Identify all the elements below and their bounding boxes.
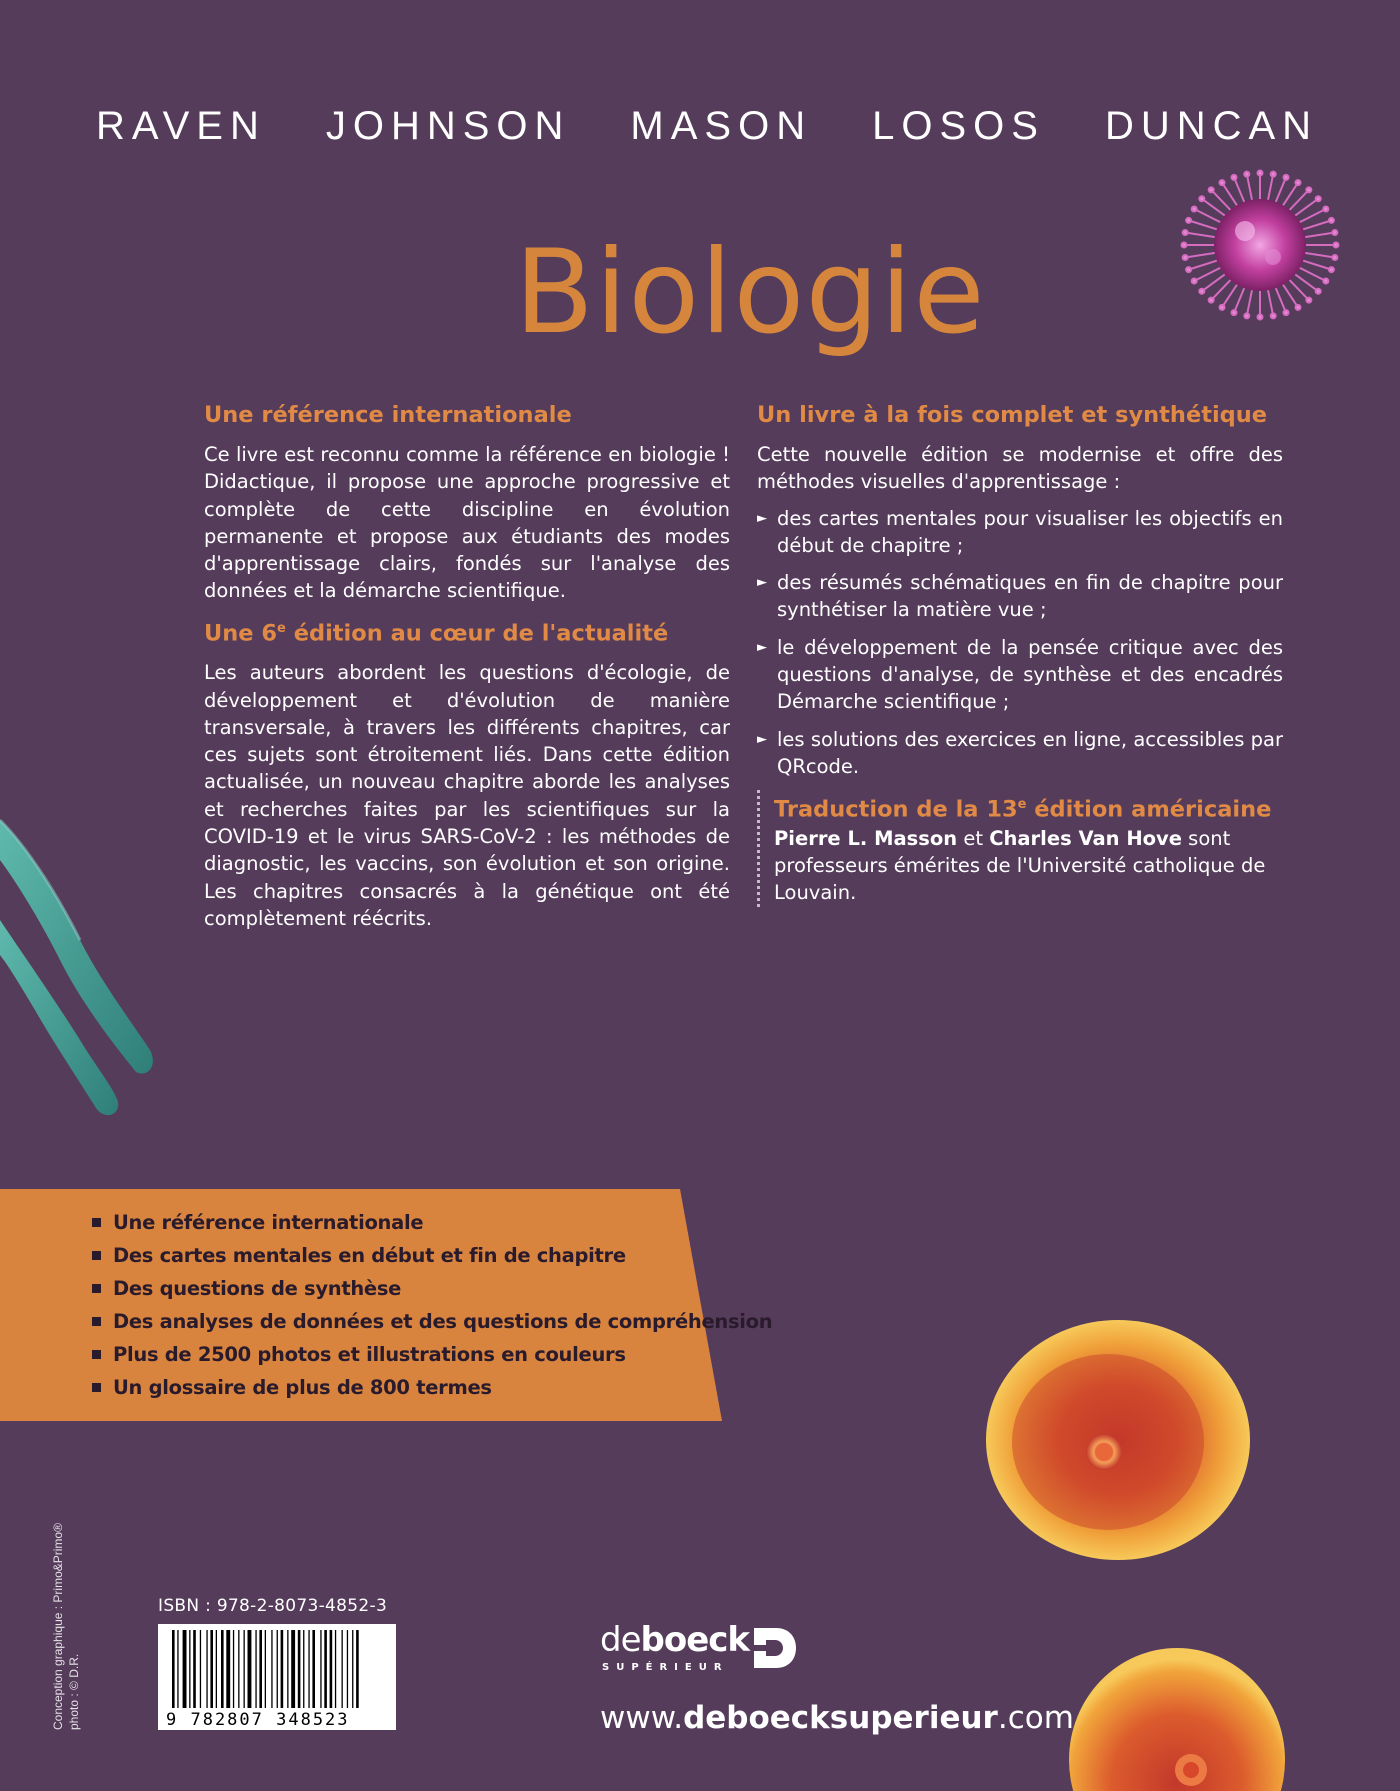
heading-superscript: e xyxy=(277,620,286,636)
section-heading: Un livre à la fois complet et synthétique xyxy=(757,402,1268,428)
feature-text: Des analyses de données et des questions de compréhension xyxy=(113,1310,773,1333)
list-item xyxy=(757,569,1283,624)
heading-part: édition au cœur de l'actualité xyxy=(285,620,669,647)
section-heading xyxy=(204,614,730,649)
feature-item xyxy=(92,1338,772,1371)
translators-text xyxy=(774,825,1283,907)
author-name: JOHNSON xyxy=(325,103,571,148)
list-item-text: les solutions des exercices en ligne, accessibles par QRcode. xyxy=(777,727,1283,778)
authors-row xyxy=(66,98,1334,154)
translator-name: Charles Van Hove xyxy=(989,826,1182,850)
cell-illustration xyxy=(1065,1640,1285,1791)
feature-item xyxy=(92,1305,772,1338)
feature-item xyxy=(92,1239,772,1272)
barcode-digits: 9 782807 348523 xyxy=(166,1710,350,1730)
square-bullet-icon xyxy=(92,1317,101,1326)
left-column xyxy=(204,400,730,941)
list-item xyxy=(757,634,1283,716)
publisher-logo xyxy=(600,1620,820,1678)
list-item-text: des cartes mentales pour visualiser les objectifs en début de chapitre ; xyxy=(777,506,1283,557)
isbn-label: ISBN : 978-2-8073-4852-3 xyxy=(158,1596,388,1616)
section-text: Les auteurs abordent les questions d'écologie, de développement et d'évolution de manière transversale, à travers les différents chapitres, car ces sujets sont étroitement liés. Dans cette édition actualisée, un nouveau chapitre aborde les analyses et recherches faites par les scientifiques sur la COVID-19 et le virus SARS-CoV-2 : les méthodes de diagnostic, les vaccins, son évolution et son origine. Les chapitres consacrés à la génétique ont été complètement réécrits. xyxy=(204,661,730,930)
logo-text: de xyxy=(600,1620,641,1660)
section-intro: Cette nouvelle édition se modernise et offre des méthodes visuelles d'apprentissage : xyxy=(757,443,1283,494)
triangle-bullet-icon: ► xyxy=(757,731,767,747)
credit-line: Conception graphique : Primo&Primo® xyxy=(51,1523,65,1730)
square-bullet-icon xyxy=(92,1350,101,1359)
logo-wordmark xyxy=(600,1620,749,1660)
feature-text: Un glossaire de plus de 800 termes xyxy=(113,1376,492,1399)
list-item xyxy=(757,726,1283,781)
cell-illustration xyxy=(980,1310,1260,1570)
square-bullet-icon xyxy=(92,1284,101,1293)
triangle-bullet-icon: ► xyxy=(757,639,767,655)
heading-part: Traduction de la 13 xyxy=(774,796,1018,823)
author-name: MASON xyxy=(630,103,813,148)
barcode xyxy=(158,1624,396,1730)
translation-heading xyxy=(774,790,1283,825)
triangle-bullet-icon: ► xyxy=(757,575,767,591)
author-name: LOSOS xyxy=(872,103,1045,148)
logo-text: boeck xyxy=(640,1620,750,1660)
publisher-website[interactable] xyxy=(600,1700,1074,1736)
credit-line: photo : © D.R. xyxy=(67,1653,81,1730)
list-item-text: des résumés schématiques en fin de chapitre pour synthétiser la matière vue ; xyxy=(777,571,1283,622)
translation-box xyxy=(757,790,1283,906)
section-text: Ce livre est reconnu comme la référence en biologie ! Didactique, il propose une approche progressive et complète de cette discipline en évolution permanente et propose aux étudiants des modes d'apprentissage clairs, fondés sur l'analyse des données et la démarche scientifique. xyxy=(204,443,730,603)
chromosome-illustration xyxy=(0,810,170,1120)
translators-description: sont professeurs émérites de l'Université catholique de Louvain. xyxy=(774,826,1266,905)
url-part: www. xyxy=(600,1700,684,1736)
feature-text: Des questions de synthèse xyxy=(113,1277,402,1300)
list-item xyxy=(757,505,1283,560)
design-credits xyxy=(50,1310,82,1730)
square-bullet-icon xyxy=(92,1383,101,1392)
feature-text: Des cartes mentales en début et fin de chapitre xyxy=(113,1244,626,1267)
heading-part: édition américaine xyxy=(1026,796,1272,823)
right-column xyxy=(757,400,1283,907)
feature-item xyxy=(92,1206,772,1239)
feature-text: Une référence internationale xyxy=(113,1211,424,1234)
feature-item xyxy=(92,1371,772,1404)
feature-item xyxy=(92,1272,772,1305)
url-part: .com xyxy=(997,1700,1074,1736)
square-bullet-icon xyxy=(92,1218,101,1227)
triangle-bullet-icon: ► xyxy=(757,510,767,526)
connector-text: et xyxy=(957,826,990,850)
feature-text: Plus de 2500 photos et illustrations en couleurs xyxy=(113,1343,626,1366)
list-item-text: le développement de la pensée critique avec des questions d'analyse, de synthèse et des encadrés Démarche scientifique ; xyxy=(777,635,1283,714)
heading-superscript: e xyxy=(1017,797,1027,813)
author-name: RAVEN xyxy=(96,103,266,148)
book-title: Biologie xyxy=(514,225,986,360)
author-name: DUNCAN xyxy=(1104,103,1319,148)
publisher-d-icon xyxy=(752,1626,798,1670)
features-list xyxy=(92,1206,772,1404)
section-heading: Une référence internationale xyxy=(204,402,572,428)
translator-name: Pierre L. Masson xyxy=(774,826,958,850)
logo-subtitle: SUPÉRIEUR xyxy=(602,1662,729,1673)
url-part: deboecksuperieur xyxy=(683,1700,998,1736)
heading-part: Une 6 xyxy=(204,620,278,647)
square-bullet-icon xyxy=(92,1251,101,1260)
